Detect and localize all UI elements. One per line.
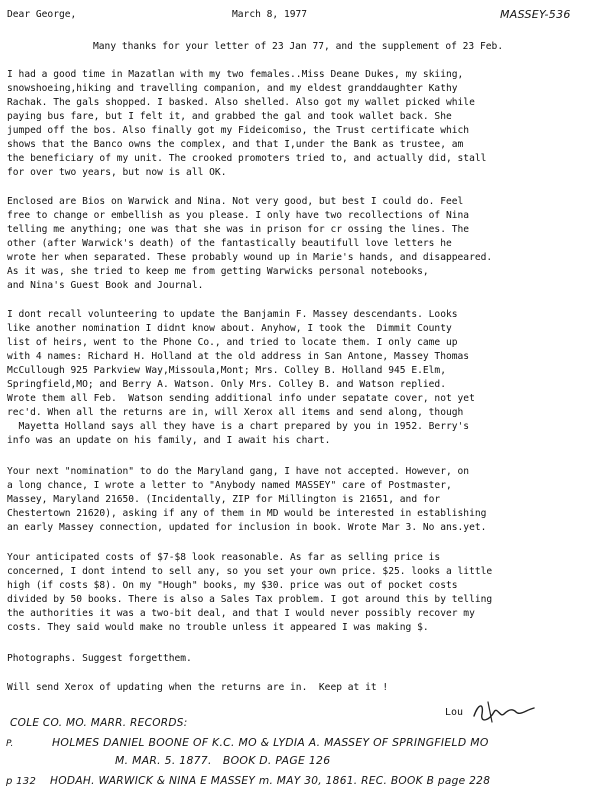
- marriage-records-heading: COLE CO. MO. MARR. RECORDS:: [10, 717, 188, 729]
- paragraph-line: like another nomination I didnt know about. Anyhow, I took the Dimmit County: [7, 323, 452, 334]
- paragraph-line: divided by 50 books. There is also a Sales Tax problem. I got around this by telling: [7, 594, 493, 605]
- paragraph-line: I had a good time in Mazatlan with my two females..Miss Deane Dukes, my skiing,: [7, 69, 464, 80]
- paragraph-line: list of heirs, went to the Phone Co., and tried to locate them. I only came up: [7, 337, 458, 348]
- paragraph-line: costs. They said would make no trouble unless it appeared I was making $.: [7, 622, 429, 633]
- letter-date: March 8, 1977: [232, 9, 308, 20]
- signature-name: Lou: [445, 707, 464, 718]
- paragraph-line: paying bus fare, but I felt it, and grabbed the gal and took wallet back. She: [7, 111, 452, 122]
- paragraph-line: Your next "nomination" to do the Maryland gang, I have not accepted. However, on: [7, 466, 470, 477]
- signature-scrawl: [470, 698, 540, 728]
- paragraph-line: I dont recall volunteering to update the Banjamin F. Massey descendants. Looks: [7, 309, 458, 320]
- paragraph-line: rec'd. When all the returns are in, will Xerox all items and send along, though: [7, 407, 464, 418]
- paragraph-line: other (after Warwick's death) of the fantastically beautifull love letters he: [7, 238, 452, 249]
- paragraph-descendants: [7, 308, 595, 448]
- paragraph-line: a long chance, I wrote a letter to "Anybody named MASSEY" care of Postmaster,: [7, 480, 452, 491]
- record-line-date-1877: M. MAR. 5. 1877. BOOK D. PAGE 126: [115, 754, 331, 767]
- paragraph-line: wrote her when separated. These probably wound up in Marie's hands, and disappeared.: [7, 252, 493, 263]
- paragraph-line: jumped off the bos. Also finally got my Fideicomiso, the Trust certificate which: [7, 125, 470, 136]
- paragraph-line: with 4 names: Richard H. Holland at the old address in San Antone, Massey Thomas: [7, 351, 470, 362]
- paragraph-closing: [7, 681, 595, 695]
- paragraph-line: McCullough 925 Parkview Way,Missoula,Mont; Mrs. Colley B. Holland 945 E.Elm,: [7, 365, 446, 376]
- paragraph-line: Springfield,MO; and Berry A. Watson. Only Mrs. Colley B. and Watson replied.: [7, 379, 446, 390]
- paragraph-line: Massey, Maryland 21650. (Incidentally, ZIP for Millington is 21651, and for: [7, 494, 441, 505]
- salutation: Dear George,: [7, 9, 77, 20]
- paragraph-line: the beneficiary of my unit. The crooked promoters tried to, and actually did, stall: [7, 153, 487, 164]
- paragraph-line: an early Massey connection, updated for inclusion in book. Wrote Mar 3. No ans.yet.: [7, 522, 487, 533]
- paragraph-line: telling me anything; one was that she was in prison for cr ossing the lines. The: [7, 224, 470, 235]
- paragraph-line: Mayetta Holland says all they have is a chart prepared by you in 1952. Berry's: [7, 421, 470, 432]
- paragraph-line: Photographs. Suggest forgetthem.: [7, 653, 192, 664]
- file-reference: MASSEY-536: [500, 8, 571, 21]
- paragraph-line: high (if costs $8). On my "Hough" books, my $30. price was out of pocket costs: [7, 580, 458, 591]
- paragraph-costs: [7, 551, 595, 635]
- paragraph-line: Rachak. The gals shopped. I basked. Also shelled. Also got my wallet picked while: [7, 97, 475, 108]
- paragraph-line: Enclosed are Bios on Warwick and Nina. Not very good, but best I could do. Feel: [7, 196, 464, 207]
- paragraph-line: As it was, she tried to keep me from getting Warwicks personal notebooks,: [7, 266, 429, 277]
- paragraph-line: Chestertown 21620), asking if any of them in MD would be interested in establishing: [7, 508, 487, 519]
- paragraph-line: snowshoeing,hiking and travelling companion, and my eldest granddaughter Kathy: [7, 83, 458, 94]
- paragraph-maryland: [7, 465, 595, 535]
- margin-mark: P.: [6, 739, 14, 749]
- record-line-warwick: HODAH. WARWICK & NINA E MASSEY m. MAY 30, 1861. REC. BOOK B page 228: [50, 775, 491, 787]
- paragraph-line: Your anticipated costs of $7-$8 look reasonable. As far as selling price is: [7, 552, 441, 563]
- paragraph-line: Wrote them all Feb. Watson sending additional info under sepatate cover, not yet: [7, 393, 475, 404]
- page-prefix: p 132: [6, 776, 37, 787]
- paragraph-line: for over two years, but now is all OK.: [7, 167, 227, 178]
- paragraph-photographs: [7, 652, 595, 666]
- paragraph-line: the authorities it was a two-bit deal, and that I would never possibly recover my: [7, 608, 475, 619]
- paragraph-bios: [7, 195, 595, 293]
- paragraph-line: concerned, I dont intend to sell any, so you set your own price. $25. looks a little: [7, 566, 493, 577]
- paragraph-line: info was an update on his family, and I await his chart.: [7, 435, 331, 446]
- opening-line: Many thanks for your letter of 23 Jan 77, and the supplement of 23 Feb.: [93, 41, 504, 52]
- paragraph-line: Will send Xerox of updating when the returns are in. Keep at it !: [7, 682, 389, 693]
- paragraph-line: and Nina's Guest Book and Journal.: [7, 280, 204, 291]
- record-line-boone: HOLMES DANIEL BOONE OF K.C. MO & LYDIA A. MASSEY OF SPRINGFIELD MO: [52, 736, 489, 749]
- paragraph-mazatlan: [7, 68, 595, 180]
- paragraph-line: free to change or embellish as you please. I only have two recollections of Nina: [7, 210, 470, 221]
- paragraph-line: shows that the Banco owns the complex, and that I,under the Bank as trustee, am: [7, 139, 464, 150]
